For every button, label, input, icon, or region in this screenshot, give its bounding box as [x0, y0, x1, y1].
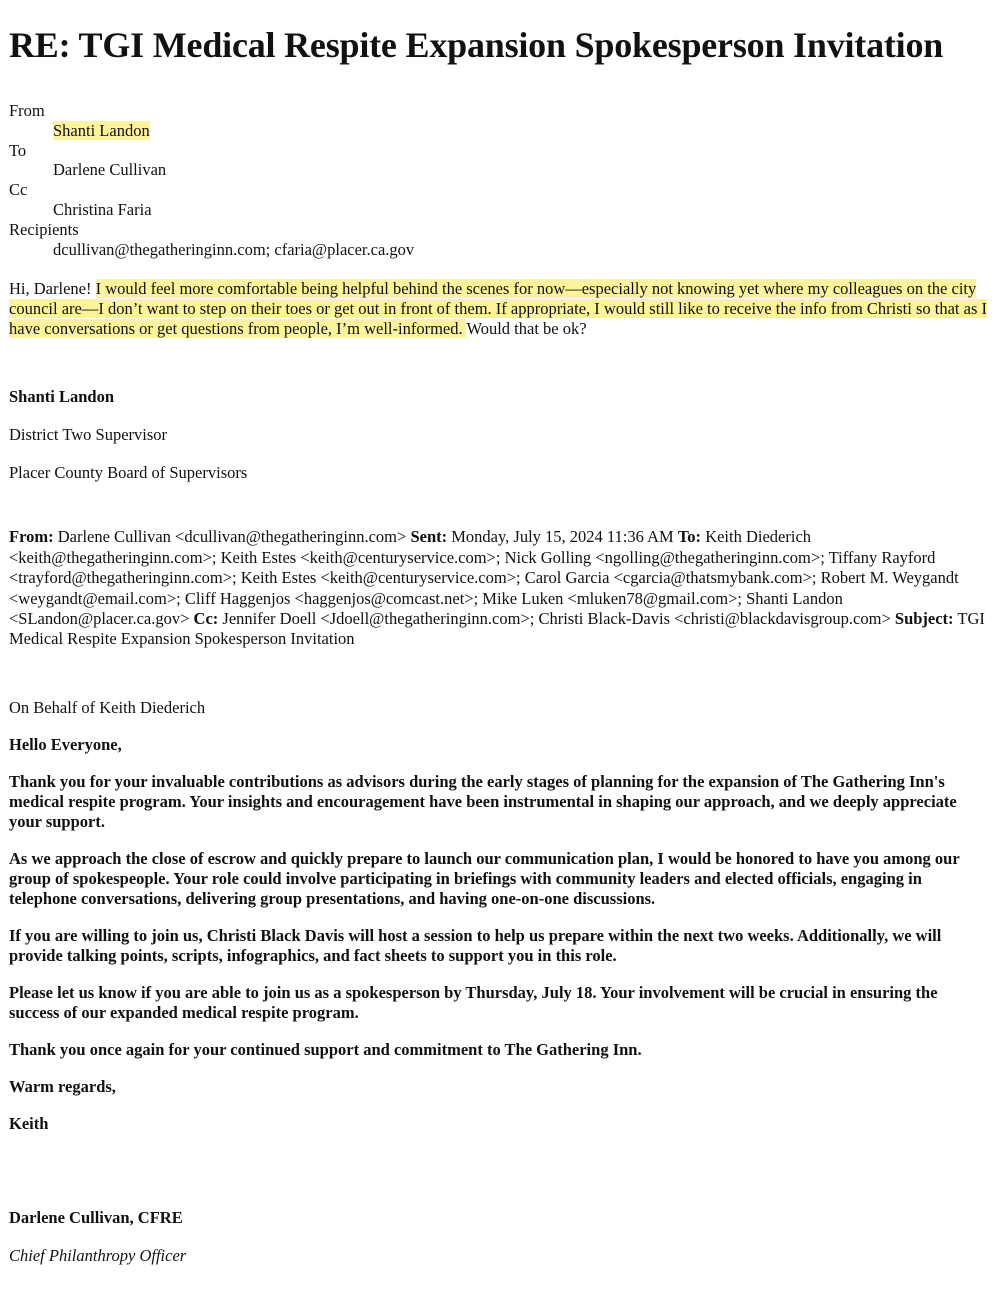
- body-paragraph: As we approach the close of escrow and quickly prepare to launch our communication plan, I would be honored to have you among our group of spokespeople. Your role could involve participating in briefings with community leaders and elected officials, engaging in telephone conversations, delivering group presentations, and having one-on-one discussions.: [9, 848, 960, 908]
- fwd-subject-value: TGI Medical Respite Expansion Spokesperson Invitation: [9, 609, 985, 649]
- fwd-cc-value: Jennifer Doell <Jdoell@thegatheringinn.com>; Christi Black-Davis <christi@blackdavisgroup.com>: [218, 609, 895, 628]
- body-paragraph: If you are willing to join us, Christi Black Davis will host a session to help us prepare within the next two weeks. Additionally, we will provide talking points, scripts, infographics, and fact sheets to support you in this role.: [9, 925, 942, 965]
- to-value[interactable]: Darlene Cullivan: [53, 160, 167, 180]
- from-label: From: [9, 101, 45, 120]
- fwd-sent-value: Monday, July 15, 2024 11:36 AM: [447, 527, 678, 547]
- fwd-to-value: Keith Diederich <keith@thegatheringinn.com>; Keith Estes <keith@centuryservice.com>; Nick Golling <ngolling@thegatheringinn.com>; Tiffany Rayford <trayford@thegatheringinn.com>; Keith Estes <keith@centuryservice.com>; Carol Garcia <cgarcia@thatsmybank.com>; Robert M. Weygandt <weygandt@email.com>; Cliff Haggenjos <haggenjos@comcast.net>; Mike Luken <mluken78@gmail.com>; Shanti Landon <SLandon@placer.ca.gov>: [9, 527, 959, 628]
- on-behalf-line: On Behalf of Keith Diederich: [9, 697, 206, 717]
- reply-message: [9, 279, 991, 339]
- from-value[interactable]: Shanti Landon: [53, 120, 150, 140]
- forwarded-header: [9, 527, 991, 649]
- email-subject-title: RE: TGI Medical Respite Expansion Spokesperson Invitation: [9, 25, 944, 65]
- fwd-to-label: To:: [677, 527, 702, 547]
- recipients-value[interactable]: dcullivan@thegatheringinn.com; cfaria@placer.ca.gov: [53, 239, 415, 259]
- reply-signature: [9, 387, 991, 483]
- fwd-from-label: From:: [9, 527, 54, 547]
- body-paragraph: Warm regards,: [9, 1076, 116, 1096]
- fwd-from-value: Darlene Cullivan <dcullivan@thegatheringinn.com>: [53, 527, 411, 547]
- body-paragraph: Thank you once again for your continued support and commitment to The Gathering Inn.: [9, 1039, 642, 1059]
- body-paragraph: Thank you for your invaluable contributions as advisors during the early stages of planning for the expansion of The Gathering Inn's medical respite program. Your insights and encouragement have been instrumental in shaping our approach, and we deeply appreciate your support.: [9, 771, 957, 831]
- signature-title: District Two Supervisor: [9, 425, 168, 445]
- reply-greeting: Hi, Darlene!: [9, 279, 96, 299]
- forwarded-body: [9, 698, 991, 1134]
- cc-value[interactable]: Christina Faria: [53, 199, 152, 219]
- sender-title: Chief Philanthropy Officer: [9, 1245, 187, 1265]
- fwd-cc-label: Cc:: [193, 609, 219, 628]
- signature-name: Shanti Landon: [9, 387, 115, 407]
- reply-closing: Would that be ok?: [466, 319, 587, 339]
- body-paragraph: Hello Everyone,: [9, 734, 122, 754]
- body-paragraph: Please let us know if you are able to join us as a spokesperson by Thursday, July 18. Your involvement will be crucial in ensuring the success of our expanded medical respite program.: [9, 982, 938, 1022]
- fwd-subject-label: Subject:: [894, 609, 954, 628]
- to-label: To: [9, 140, 27, 160]
- recipients-label: Recipients: [9, 219, 79, 239]
- body-paragraph: Keith: [9, 1113, 49, 1133]
- sender-signature: [9, 1208, 991, 1266]
- cc-label: Cc: [9, 180, 28, 200]
- fwd-sent-label: Sent:: [410, 527, 448, 547]
- signature-org: Placer County Board of Supervisors: [9, 463, 248, 483]
- reply-highlighted-text: I would feel more comfortable being helpful behind the scenes for now—especially not knowing yet where my colleagues on the city council are—I don’t want to step on their toes or get out in front of them. If appropriate, I would still like to receive the info from Christi so that as I have conversations or get questions from people, I’m well-informed.: [9, 279, 987, 339]
- email-meta: [9, 101, 991, 259]
- sender-name: Darlene Cullivan, CFRE: [9, 1207, 183, 1227]
- from-value-row: [9, 121, 991, 141]
